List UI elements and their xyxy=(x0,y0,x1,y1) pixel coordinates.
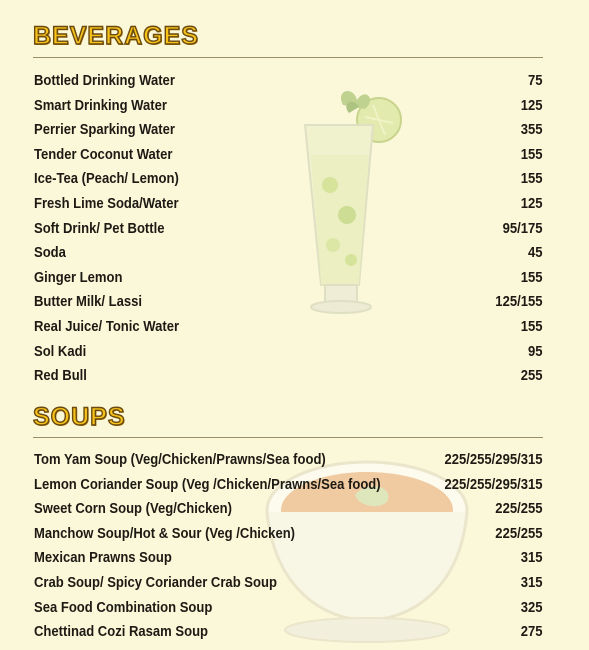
list-item xyxy=(34,119,542,144)
item-name: Sol Kadi xyxy=(34,343,87,360)
list-item xyxy=(34,572,542,597)
item-price: 225/255 xyxy=(495,525,543,542)
list-item xyxy=(34,193,542,218)
list-item xyxy=(34,267,542,292)
item-name: Real Juice/ Tonic Water xyxy=(34,318,180,335)
item-price: 155 xyxy=(520,318,543,335)
list-item xyxy=(34,291,542,316)
list-item xyxy=(34,144,542,169)
item-name: Manchow Soup/Hot & Sour (Veg /Chicken) xyxy=(34,525,296,542)
list-item xyxy=(34,474,542,499)
list-item xyxy=(34,498,542,523)
item-price: 155 xyxy=(520,171,543,188)
soups-list xyxy=(34,449,543,646)
item-price: 315 xyxy=(520,550,543,567)
item-price: 75 xyxy=(527,73,543,89)
item-name: Tender Coconut Water xyxy=(34,146,173,163)
item-price: 95/175 xyxy=(502,220,543,237)
item-price: 155 xyxy=(520,146,543,163)
item-price: 125 xyxy=(520,97,543,114)
list-item xyxy=(34,242,542,267)
item-name: Chettinad Cozi Rasam Soup xyxy=(34,624,209,641)
list-item xyxy=(34,523,542,548)
list-item xyxy=(34,365,542,390)
item-name: Crab Soup/ Spicy Coriander Crab Soup xyxy=(34,574,277,591)
section-divider xyxy=(33,57,543,58)
item-price: 155 xyxy=(520,269,543,286)
section-title-soups: SOUPS xyxy=(33,403,126,431)
item-name: Bottled Drinking Water xyxy=(34,73,175,89)
list-item xyxy=(34,168,542,193)
item-price: 125 xyxy=(520,195,543,212)
item-price: 325 xyxy=(520,599,543,616)
item-price: 225/255/295/315 xyxy=(444,476,543,493)
item-name: Butter Milk/ Lassi xyxy=(34,294,143,311)
list-item xyxy=(34,218,542,243)
item-name: Sea Food Combination Soup xyxy=(34,599,213,616)
item-price: 125/155 xyxy=(495,294,543,311)
item-price: 225/255/295/315 xyxy=(444,452,543,468)
list-item xyxy=(34,621,542,646)
list-item xyxy=(34,597,542,622)
item-name: Sweet Corn Soup (Veg/Chicken) xyxy=(34,501,232,518)
item-name: Red Bull xyxy=(34,368,87,385)
list-item xyxy=(34,316,542,341)
item-price: 95 xyxy=(527,343,543,360)
beverages-list xyxy=(34,70,543,390)
item-name: Ginger Lemon xyxy=(34,269,123,286)
item-price: 315 xyxy=(520,574,543,591)
list-item xyxy=(34,449,542,474)
item-name: Lemon Coriander Soup (Veg /Chicken/Prawns/Sea food) xyxy=(34,476,381,493)
item-price: 275 xyxy=(520,624,543,641)
item-price: 255 xyxy=(520,368,543,385)
item-name: Perrier Sparking Water xyxy=(34,122,175,139)
item-name: Smart Drinking Water xyxy=(34,97,167,114)
item-price: 225/255 xyxy=(495,501,543,518)
list-item xyxy=(34,70,542,95)
item-name: Tom Yam Soup (Veg/Chicken/Prawns/Sea food) xyxy=(34,452,326,468)
item-name: Soda xyxy=(34,245,66,262)
list-item xyxy=(34,95,542,120)
item-name: Fresh Lime Soda/Water xyxy=(34,195,179,212)
item-name: Mexican Prawns Soup xyxy=(34,550,172,567)
section-divider xyxy=(33,437,543,438)
list-item xyxy=(34,547,542,572)
item-name: Soft Drink/ Pet Bottle xyxy=(34,220,165,237)
item-price: 45 xyxy=(527,245,543,262)
item-name: Ice-Tea (Peach/ Lemon) xyxy=(34,171,179,188)
item-price: 355 xyxy=(520,122,543,139)
list-item xyxy=(34,341,542,366)
section-title-beverages: BEVERAGES xyxy=(33,22,199,50)
